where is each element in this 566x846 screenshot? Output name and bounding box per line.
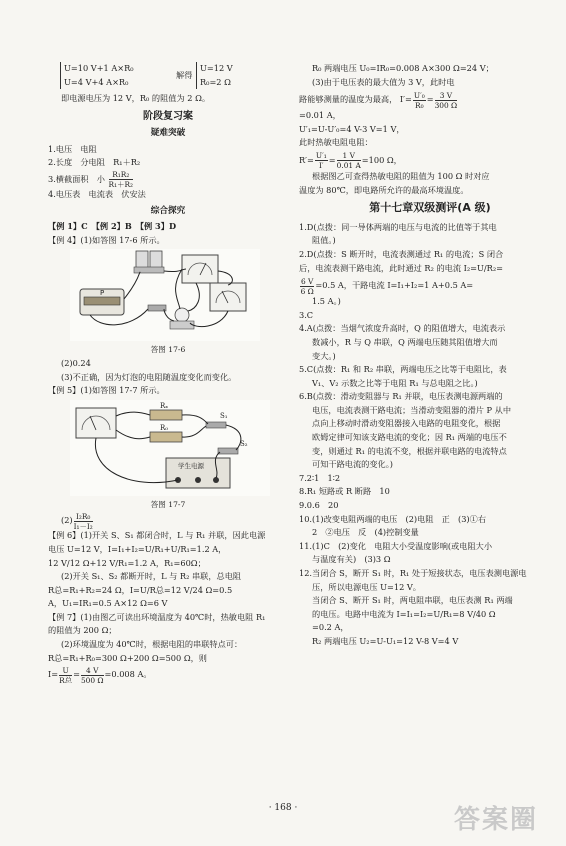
- battery-cell-icon: [136, 251, 148, 269]
- ammeter-icon: [76, 408, 116, 438]
- battery-base: [134, 267, 164, 273]
- example-line: 【例 5】(1)如答图 17-7 所示。: [48, 385, 165, 396]
- answer-line: [48, 511, 288, 529]
- answer-line: 7.2∶1 1∶2: [299, 472, 341, 483]
- fraction: [59, 666, 72, 684]
- answer-line: 3.C: [299, 309, 314, 320]
- resistor-rx-label: Rₓ: [160, 401, 169, 410]
- answer-line: A，U₁=IR₁=0.5 A×12 Ω=6 V: [48, 598, 168, 609]
- watermark-logo: 答案圈: [453, 805, 538, 835]
- fraction-numerator: 3 V: [435, 91, 458, 101]
- answer-line: 2 ②电压 反 (4)控制变量: [312, 527, 419, 538]
- answer-line: 2.D(点拨：S 断开时，电流表测通过 R₁ 的电流；S 闭合: [299, 248, 504, 259]
- answer-text: =0.5 A，干路电流 I=I₁+I₂=1 A+0.5 A=: [315, 280, 474, 291]
- fraction-denominator: 500 Ω: [80, 675, 104, 684]
- answer-line: 12 V/12 Ω+12 V/R₁=1.2 A，R₁=60Ω；: [48, 557, 206, 568]
- fraction: [337, 151, 361, 170]
- answer-line: 变大。): [312, 350, 336, 361]
- answer-prefix: I=: [48, 669, 59, 680]
- list-item-text: 3.横截面积 小: [48, 173, 105, 184]
- answer-line: (2)开关 S₁、S₂ 都断开时，L 与 R₂ 串联，总电阻: [61, 571, 242, 582]
- fraction: [109, 170, 133, 188]
- fraction-numerator: U: [59, 666, 72, 676]
- battery-cell-icon: [150, 251, 162, 269]
- list-item: 1.电压 电阻: [48, 143, 97, 154]
- answer-line: 欧姆定律可知该支路电流的变化；因 R₁ 两端的电压不: [312, 432, 507, 443]
- fraction-denominator: I′: [319, 161, 324, 170]
- fraction: [435, 91, 458, 110]
- answer-line: R总=R₁+R₂=24 Ω，I=U/R总=12 V/24 Ω=0.5: [48, 584, 233, 595]
- fraction: [413, 91, 426, 110]
- answer-line: 12.当闭合 S，断开 S₁ 时，R₁ 处于短接状态，电压表测电源电: [299, 568, 527, 578]
- answer-line: 的电压。电路中电流为 I=I₁=I₂=U/R₁=8 V/40 Ω: [312, 608, 496, 619]
- answer-line: 【例 6】(1)开关 S、S₁ 都闭合时，L 与 R₁ 并联，因此电源: [48, 530, 266, 541]
- answer-text: 路能够测量的温度为最高，: [299, 94, 398, 105]
- circuit-figure-17-6: [70, 249, 260, 341]
- fraction: [300, 277, 314, 296]
- answer-line: V₁、V₂ 示数之比等于电阻 R₁ 与总电阻之比。): [312, 377, 478, 388]
- figure-caption: 答图 17-7: [150, 499, 186, 509]
- answer-prefix: (2): [61, 515, 73, 526]
- rheostat-label: P: [100, 289, 105, 298]
- fraction-numerator: 1 V: [337, 151, 361, 161]
- answer-line: 10.(1)改变电阻两端的电压 (2)电阻 正 (3)①右: [299, 513, 487, 524]
- list-item: 4.电压表 电流表 伏安法: [48, 188, 146, 199]
- answer-line: [299, 89, 561, 109]
- switch-s1-label: S₁: [220, 411, 228, 420]
- equals-sign: =: [328, 154, 336, 165]
- answer-line: 阻值。): [312, 235, 336, 246]
- answer-prefix: R′=: [299, 154, 314, 165]
- answer-line: 1.5 A。): [312, 296, 341, 307]
- equation-line: U=12 V: [200, 63, 233, 73]
- fraction-numerator: I₂R₀: [74, 512, 93, 522]
- subsection-title: 综合探究: [150, 205, 186, 216]
- circuit-drawing: [70, 249, 260, 341]
- equation-line: U=4 V+4 A×R₀: [64, 76, 129, 87]
- answer-line: (2)0.24: [61, 357, 91, 368]
- fraction-numerator: U′₁: [315, 151, 327, 161]
- right-column: [299, 62, 561, 649]
- answer-line: 可知干路电流的变化。): [312, 459, 393, 470]
- answer-line: (3)由于电压表的最大值为 3 V，此时电: [312, 76, 455, 87]
- answer-line: (3)不正确，因为灯泡的电阻随温度变化而变化。: [61, 371, 237, 382]
- resistor-r0: [150, 432, 182, 442]
- power-supply-label: 学生电源: [178, 461, 204, 470]
- fraction-numerator: R₁R₂: [109, 170, 133, 180]
- fraction: [74, 512, 93, 530]
- circuit-drawing: [70, 400, 270, 496]
- answer-line: 11.(1)C (2)变化 电阻大小受温度影响(或电阻大小: [299, 540, 493, 551]
- page-number: · 168 ·: [268, 803, 298, 813]
- answer-line: 1.D(点拨：同一导体两端的电压与电流的比值等于其电: [299, 221, 497, 232]
- answer-suffix: =100 Ω，: [361, 154, 402, 165]
- voltmeter-icon: [182, 255, 218, 283]
- answer-line: R总=R₁+R₀=300 Ω+200 Ω=500 Ω，则: [48, 652, 207, 663]
- fraction-denominator: 300 Ω: [434, 100, 458, 110]
- fraction-denominator: 6 Ω: [300, 286, 314, 296]
- fraction-denominator: R₀: [415, 100, 424, 110]
- answer-line: 数减小，R 与 Q 串联，Q 两端电压随其阻值增大而: [312, 336, 498, 347]
- answer-line: [48, 665, 288, 683]
- answer-line: 当闭合 S、断开 S₁ 时，两电阻串联，电压表测 R₁ 两端: [312, 595, 513, 606]
- answer-line: 点向上移动时滑动变阻器接入电路的电阻变化，根据: [312, 418, 501, 429]
- switch-s1-icon: [206, 422, 226, 428]
- switch-s2-icon: [218, 448, 238, 454]
- fraction: [315, 151, 328, 170]
- answer-line: 温度为 80℃，即电路所允许的最高环境温度。: [299, 184, 469, 195]
- answer-line: 9.0.6 20: [299, 500, 339, 511]
- chapter-title: 第十七章双级测评(A 级): [369, 201, 491, 215]
- answer-line: 此时热敏电阻电阻：: [299, 137, 373, 148]
- circuit-figure-17-7: [70, 400, 270, 496]
- switch-s2-label: S₂: [240, 439, 248, 448]
- fraction-denominator: R₁＋R₂: [108, 180, 133, 188]
- answer-line: R₂ 两端电压 U₂=U-U₁=12 V-8 V=4 V: [312, 635, 459, 646]
- resistor-r0-label: R₀: [160, 423, 169, 432]
- answer-line: 电压 U=12 V，I=I₁+I₂=U/R₁+U/R₁=1.2 A，: [48, 543, 227, 554]
- answer-line: =0.2 A，: [312, 622, 349, 633]
- answer-line: (2)环境温度为 40℃时，根据电阻的串联特点可：: [61, 639, 243, 650]
- answer-line: 8.R₁ 短路或 R 断路 10: [299, 486, 390, 497]
- switch-icon: [148, 305, 166, 311]
- answer-line: 根据图乙可查得热敏电阻的阻值为 100 Ω 时对应: [312, 170, 490, 181]
- ammeter-icon: [210, 283, 246, 311]
- list-item: 2.长度 分电阻 R₁＋R₂: [48, 157, 141, 168]
- equation-line: U=10 V+1 A×R₀: [64, 63, 134, 73]
- answer-line: 电压，电流表测干路电流；当滑动变阻器的滑片 P 从中: [312, 404, 512, 415]
- left-column: [48, 62, 288, 683]
- equation-brace-left: [60, 62, 134, 89]
- answer-line: 与温度有关) (3)3 Ω: [312, 554, 391, 565]
- answer-line: 压，所以电源电压 U=12 V。: [312, 581, 421, 592]
- fraction-numerator: 4 V: [81, 666, 104, 676]
- fraction-denominator: 0.01 A: [336, 161, 361, 170]
- answer-line: 【例 7】(1)由图乙可读出环境温度为 40℃时，热敏电阻 R₁: [48, 611, 266, 622]
- example-line: 【例 4】(1)如答图 17-6 所示。: [48, 234, 165, 245]
- fraction-denominator: I₁－I₂: [73, 521, 93, 530]
- answer-line: 的阻值为 200 Ω；: [48, 625, 117, 636]
- section-title: 阶段复习案: [143, 110, 193, 122]
- equation-line: R₀=2 Ω: [200, 76, 231, 87]
- answer-prefix: I′=: [399, 94, 412, 105]
- answer-line: [299, 150, 561, 170]
- fraction-numerator: U′₀: [413, 90, 425, 100]
- answer-line: 5.C(点拨：R₁ 和 R₂ 串联，两端电压之比等于电阻比，表: [299, 364, 507, 375]
- solve-label: 解得: [176, 70, 193, 80]
- answer-line: 6.B(点拨：滑动变阻器与 R₁ 并联，电压表测电源两端的: [299, 391, 503, 402]
- conclusion-text: 即电源电压为 12 V，R₀ 的阻值为 2 Ω。: [61, 93, 211, 103]
- answer-line: R₀ 两端电压 U₀=IR₀=0.008 A×300 Ω=24 V；: [312, 63, 494, 73]
- fraction-numerator: 6 V: [301, 276, 314, 286]
- answer-line: =0.01 A，: [299, 110, 341, 121]
- equation-system: [48, 62, 288, 92]
- subsection-title: 疑难突破: [150, 128, 186, 139]
- answer-line: [299, 275, 561, 295]
- answer-line: U′₁=U-U′₀=4 V-3 V=1 V，: [299, 123, 405, 134]
- answer-line: 变，则通过 R₁ 的电流不变，根据并联电路的电流特点: [312, 445, 507, 456]
- bulb-icon: [175, 308, 189, 322]
- example-line: 【例 1】C 【例 2】B 【例 3】D: [48, 221, 177, 232]
- rheostat-coil: [84, 297, 120, 305]
- list-item: [48, 170, 288, 188]
- fraction: [81, 666, 104, 684]
- figure-caption: 答图 17-6: [150, 345, 186, 355]
- equals-sign: =: [426, 94, 434, 105]
- answer-suffix: =0.008 A。: [104, 669, 152, 680]
- equals-sign: =: [73, 669, 80, 680]
- answer-line: 后，电流表测干路电流，此时通过 R₂ 的电流 I₂=U/R₂=: [299, 262, 503, 273]
- equation-brace-right: [196, 62, 233, 89]
- resistor-rx: [150, 410, 182, 420]
- answer-line: 4.A(点拨：当烟气浓度升高时，Q 的阻值增大，电流表示: [299, 323, 506, 334]
- fraction-denominator: R总: [59, 675, 73, 684]
